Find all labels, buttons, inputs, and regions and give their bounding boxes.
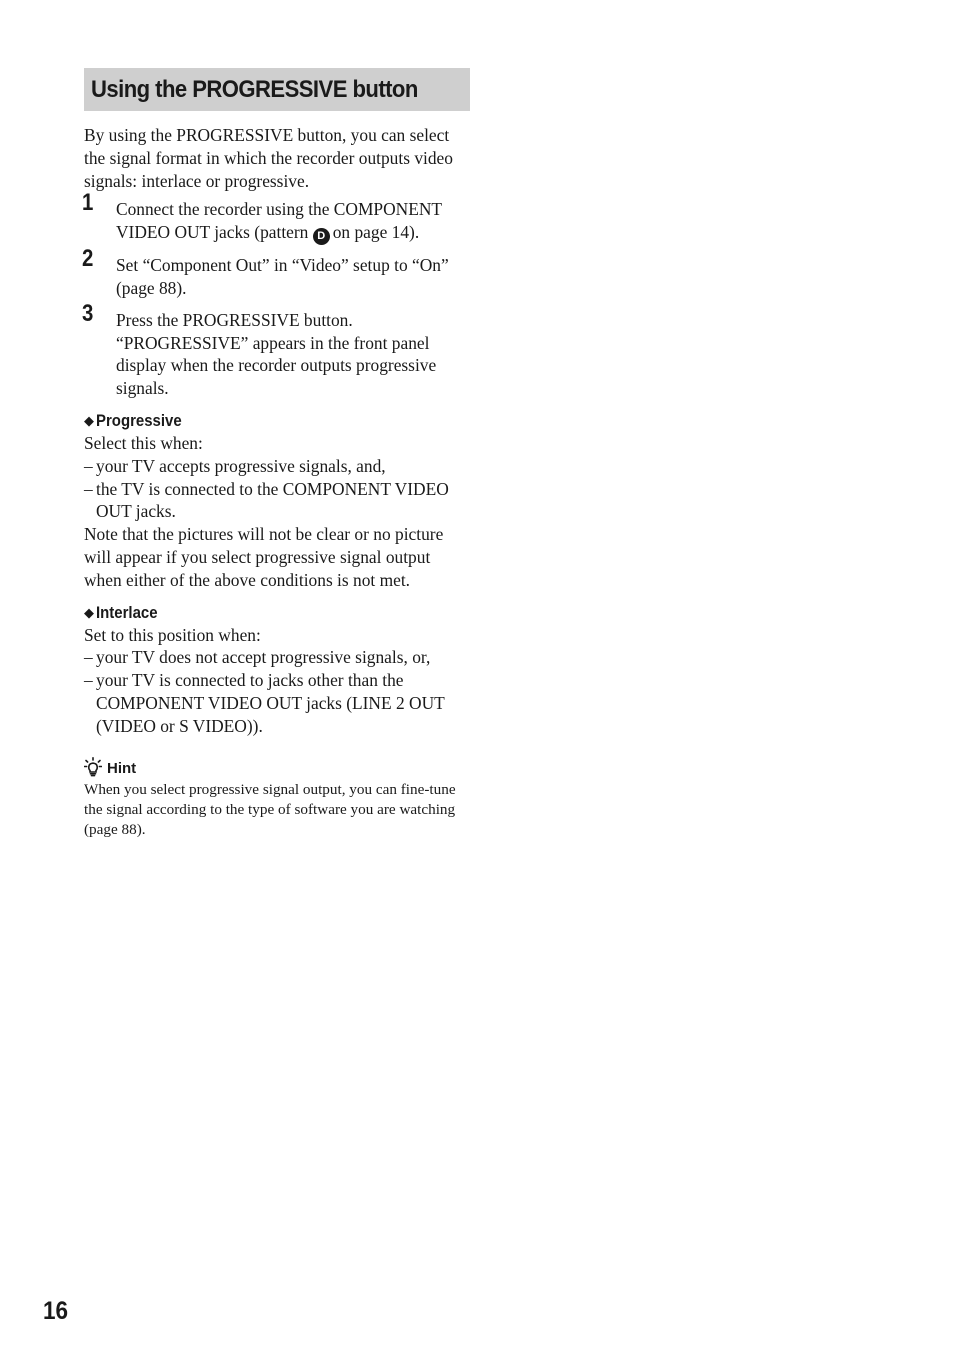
dash-bullet: – bbox=[84, 670, 93, 691]
progressive-section bbox=[84, 410, 470, 592]
step-1 bbox=[82, 189, 470, 245]
step-2 bbox=[82, 245, 470, 300]
interlace-section bbox=[84, 602, 470, 738]
diamond-bullet-icon: ◆ bbox=[84, 604, 94, 620]
hint-text: When you select progressive signal output, you can fine-tune the signal according to the type of software you are watching (page 88). bbox=[84, 780, 456, 838]
dash-bullet: – bbox=[84, 647, 93, 668]
list-item-text: the TV is connected to the COMPONENT VIDEO OUT jacks. bbox=[96, 478, 449, 522]
list-item bbox=[84, 646, 470, 669]
interlace-lead: Set to this position when: bbox=[84, 624, 261, 645]
step-3 bbox=[82, 299, 470, 400]
intro-paragraph: By using the PROGRESSIVE button, you can select the signal format in which the recorder outputs video signals: interlace or progressive. bbox=[84, 125, 453, 191]
list-item-text: your TV does not accept progressive signals, or, bbox=[96, 647, 431, 668]
progressive-lead: Select this when: bbox=[84, 432, 203, 453]
progressive-note: Note that the pictures will not be clear or no picture will appear if you select progressive signal output when either of the above conditions is not met. bbox=[84, 524, 444, 590]
step-number: 1 bbox=[82, 189, 94, 217]
pattern-d-badge: D bbox=[313, 228, 330, 245]
hint-title: Hint bbox=[107, 760, 137, 778]
diamond-bullet-icon: ◆ bbox=[84, 412, 94, 428]
interlace-heading bbox=[84, 602, 470, 624]
progressive-title: Progressive bbox=[96, 410, 182, 430]
step-text: Set “Component Out” in “Video” setup to “On” (page 88). bbox=[116, 255, 449, 298]
lightbulb-icon bbox=[84, 757, 107, 781]
step-text: Connect the recorder using the COMPONENT VIDEO OUT jacks (pattern bbox=[116, 199, 442, 243]
section-heading-bar bbox=[84, 68, 470, 111]
main-column bbox=[84, 68, 470, 840]
step-detail: “PROGRESSIVE” appears in the front panel display when the recorder outputs progressive signals. bbox=[116, 332, 437, 399]
step-number: 2 bbox=[82, 245, 94, 273]
list-item-text: your TV accepts progressive signals, and, bbox=[96, 455, 386, 476]
hint-heading bbox=[84, 758, 470, 780]
interlace-title: Interlace bbox=[96, 602, 158, 622]
step-number: 3 bbox=[82, 299, 94, 327]
list-item-text: your TV is connected to jacks other than the COMPONENT VIDEO OUT jacks (LINE 2 OUT (VIDEO or S VIDEO)). bbox=[96, 670, 445, 736]
list-item bbox=[84, 455, 470, 478]
page-number: 16 bbox=[43, 1297, 69, 1325]
step-text: Press the PROGRESSIVE button. bbox=[116, 309, 353, 330]
step-text-cont: on page 14). bbox=[332, 222, 420, 243]
dash-bullet: – bbox=[84, 455, 93, 476]
list-item bbox=[84, 669, 470, 737]
steps-list bbox=[82, 189, 470, 400]
section-title: Using the PROGRESSIVE button bbox=[91, 75, 418, 103]
list-item bbox=[84, 478, 470, 524]
dash-bullet: – bbox=[84, 478, 93, 499]
progressive-heading bbox=[84, 410, 470, 432]
